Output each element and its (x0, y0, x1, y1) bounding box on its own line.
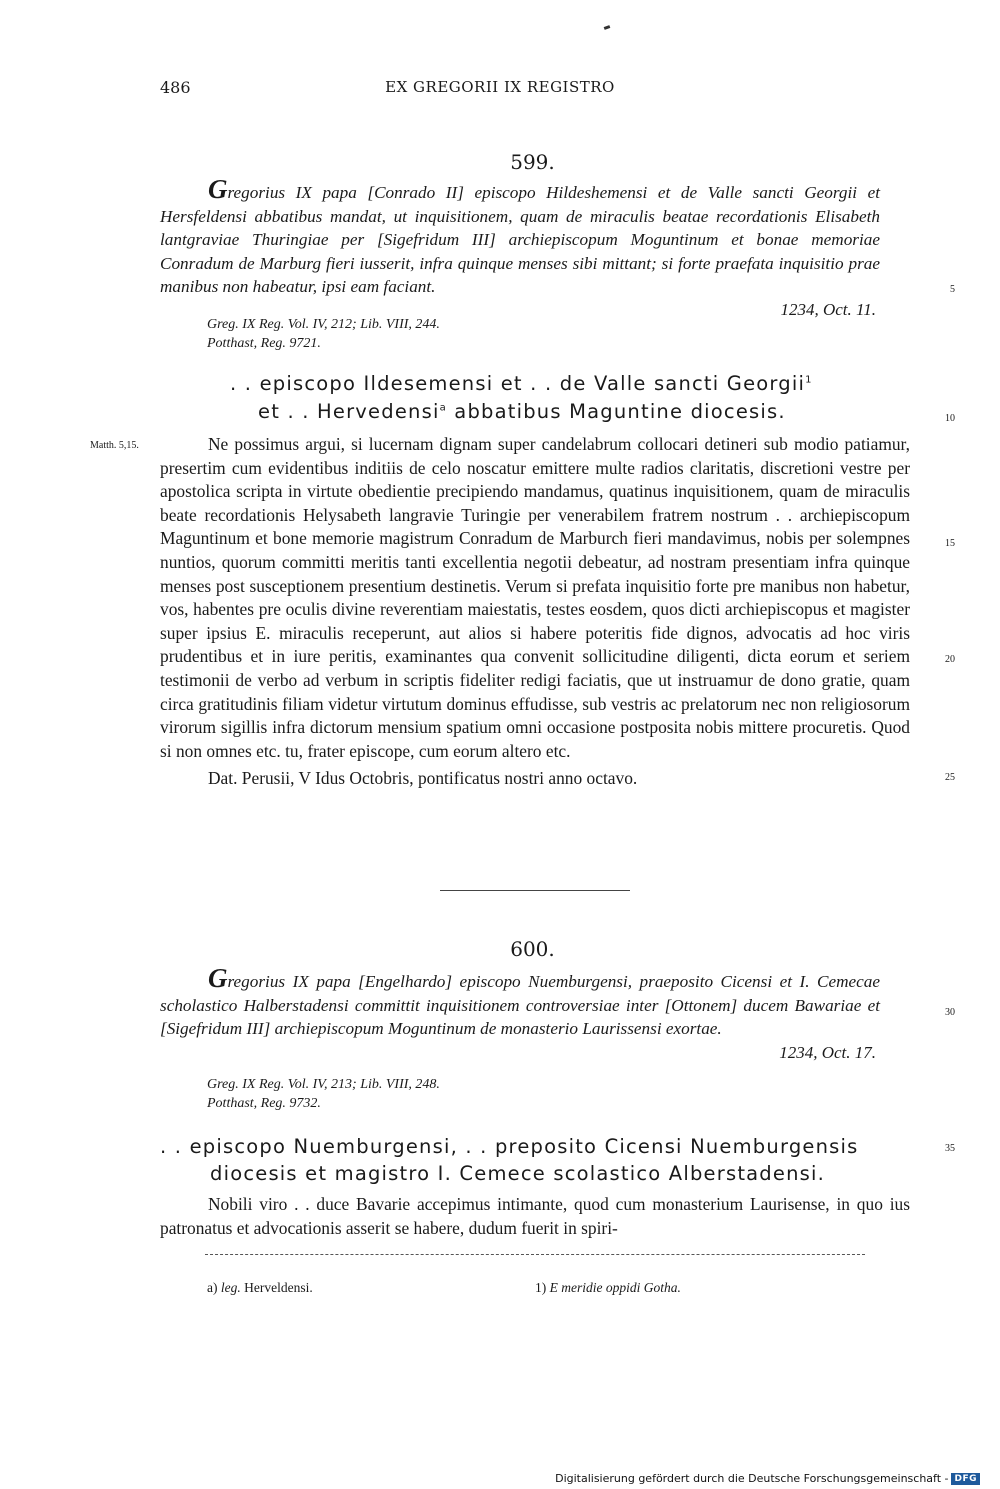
letter-body-600 (160, 1193, 910, 1240)
footnote-a (207, 1280, 313, 1296)
document-number-600: 600. (510, 937, 555, 961)
regest-text: regorius IX papa [Conrado II] episcopo Hildeshemensi et de Valle sancti Georgii et Hersfeldensi abbatibus mandat, ut inquisitionem, quam de miraculis beatae recordationis Elisabeth lantgraviae Thuringiae per [Sigefridum III] archiepiscopum Moguntinum et bonae memoriae Conradum de Marburg fieri iusserit, infra quinque menses sibi mittant; si forte praefata inquisitio prae manibus non habeatur, ipsi eam faciant. (160, 183, 880, 296)
regest-text: regorius IX papa [Engelhardo] episcopo Nuemburgensi, praeposito Cicensi et I. Cemecae scholastico Halberstadensi committit inquisitionem controversiae inter [Ottonem] ducem Bawariae et [Sigefridum III] archiepiscopum Moguntinum de monasterio Laurissensi exortae. (160, 972, 880, 1038)
margin-reference: Matth. 5,15. (90, 440, 139, 451)
address-text: . . episcopo Ildesemensi et . . de Valle sancti Georgii (230, 372, 806, 395)
regest-initial: G (208, 963, 228, 993)
letter-body-599 (160, 433, 910, 791)
footnote-mark: a) (207, 1280, 218, 1295)
dfg-logo-icon: DFG (951, 1473, 980, 1485)
line-number-15: 15 (945, 538, 955, 549)
footnote-mark: 1) (535, 1280, 547, 1295)
reference-potthast-600: Potthast, Reg. 9732. (207, 1096, 321, 1111)
address-text: et . . Hervedensi (258, 400, 440, 423)
address-599-line2 (258, 398, 786, 425)
ink-speck (604, 25, 611, 30)
address-text: abbatibus Maguntine diocesis. (446, 400, 786, 423)
section-divider (440, 890, 630, 891)
line-number-25: 25 (945, 772, 955, 783)
credit-text: Digitalisierung gefördert durch die Deutsche Forschungsgemeinschaft - (555, 1472, 949, 1485)
regest-initial: G (208, 174, 228, 204)
regest-date-599: 1234, Oct. 11. (780, 300, 876, 319)
footnote-ref-a: a (439, 402, 447, 414)
letter-text: Ne possimus argui, si lucernam dignam super candelabrum collocari detineri sub modio patiamur, presertim cum evidentibus inditiis de celo noscatur emittere multe radios claritatis, discretioni vestre per apostolica scripta in virtute obedientie precipiendo mandamus, quatinus inquisitionem, quam de miraculis beate recordationis Helysabeth langravie Turingie per venerabilem fratrem nostrum . . archiepiscopum Maguntinum et bone memorie magistrum Conradum de Marburch fieri mandavimus, nobis per solempnes nuntios, quorum committi meritis tanti excellentia negotii debeatur, ad nostram presentiam infra quinque menses post susceptionem presentium destinetis. Verum si prefata inquisitio forte pre manibus non habetur, vos, habentes pre oculis divine reverentiam maiestatis, testes eosdem, quos dicti archiepiscopus et magister super ipsius E. miraculis receperunt, aut alios si habere poteritis fide dignos, advocatis ad hoc viris prudentibus et in iure peritis, examinantes qua convenit sollicitudine diligenti, dicta eorum et seriem testimonii de verbo ad verbum in scriptis fideliter redigi faciatis, que ut instruamur de dono gratie, quam circa gratitudinis filiam videtur virtutum dominus effudisse, sub vestris ac prelatorum nec non religiosorum virorum sigillis infra dictorum mensium spatium omni occasione postposita nobis mittere procuretis. Quod si non omnes etc. tu, frater episcope, cum eorum altero etc. (160, 434, 910, 761)
line-number-20: 20 (945, 654, 955, 665)
address-600-line1: . . episcopo Nuemburgensi, . . preposito Cicensi Nuemburgensis (160, 1135, 859, 1158)
reference-register-599: Greg. IX Reg. Vol. IV, 212; Lib. VIII, 244. (207, 317, 440, 332)
page-number: 486 (160, 78, 191, 97)
footnote-ref-1: 1 (805, 374, 813, 386)
digitization-credit (555, 1472, 980, 1485)
reference-register-600: Greg. IX Reg. Vol. IV, 213; Lib. VIII, 248. (207, 1077, 440, 1092)
reference-potthast-599: Potthast, Reg. 9721. (207, 336, 321, 351)
line-number-10: 10 (945, 413, 955, 424)
regest-599 (160, 174, 880, 299)
address-600-line2: diocesis et magistro I. Cemece scolastico Alberstadensi. (210, 1162, 826, 1185)
letter-text: Nobili viro . . duce Bavarie accepimus intimante, quod cum monasterium Laurisense, in quo ius patronatus et advocationis asserit se habere, dudum fuerit in spiri- (160, 1194, 910, 1238)
address-599-line1 (230, 370, 813, 397)
footnote-1 (535, 1280, 681, 1296)
footnote-label: leg. (220, 1280, 241, 1295)
line-number-30: 30 (945, 1007, 955, 1018)
regest-date-600: 1234, Oct. 17. (779, 1043, 876, 1062)
footnote-text: Herveldensi. (244, 1280, 313, 1295)
footnote-text: E meridie oppidi Gotha. (549, 1280, 681, 1295)
footnote-divider (205, 1254, 865, 1255)
dating-clause: Dat. Perusii, V Idus Octobris, pontificatus nostri anno octavo. (208, 768, 638, 789)
document-number-599: 599. (510, 150, 555, 174)
regest-600 (160, 963, 880, 1041)
running-title: EX GREGORII IX REGISTRO (385, 78, 615, 96)
line-number-35: 35 (945, 1143, 955, 1154)
line-number-5: 5 (950, 284, 955, 295)
